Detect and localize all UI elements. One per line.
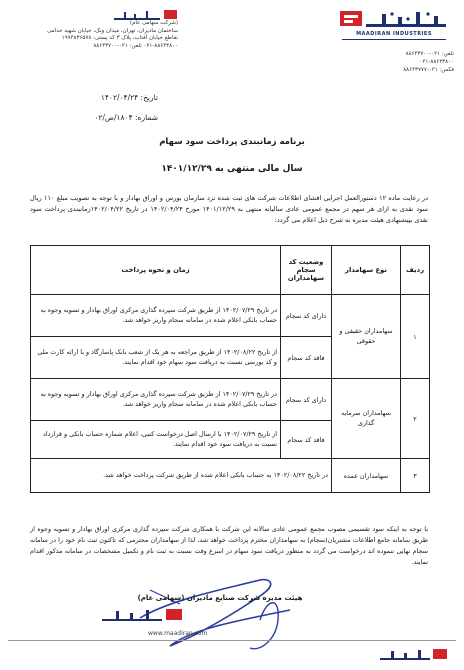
footer-website: www.maadiran.com [148, 630, 208, 637]
header-shareholder-type: نوع سهامدار [332, 246, 401, 295]
company-logo-right [338, 8, 450, 40]
payment-method: در تاریخ ۱۴۰۲/۰۷/۲۹ از طریق شرکت سپرده گذاری مرکزی اوراق بهادار و تسویه وجوه به حساب بانکی اعلام شده در سامانه سجام واریز خواهد شد. [31, 379, 281, 421]
payment-schedule-table [30, 245, 430, 493]
footer-divider [8, 640, 456, 641]
row-number: ۳ [401, 459, 430, 493]
brand-english-name: MAADIRAN INDUSTRIES [356, 31, 432, 37]
sejam-status: فاقد کد سجام [281, 337, 332, 379]
intro-paragraph: در رعایت ماده ۱۲ دستورالعمل اجرایی افشای اطلاعات شرکت های ثبت شده نزد سازمان بورس و اوراق بهادار و با توجه به تصویب مبلغ ۱۱۰ ریال سود نقدی به ازای هر سهم در مجمع عمومی عادی سالیانه منتهی به ۱۴۰۱/۱۲/۲۹ مورخ ۱۴۰۲/۰۴/۲۴ در تاریخ ۱۴۰۲/۰۴/۲۲زمانبندی پرداخت سود نقدی بپیشنهادی هیئت مدیره به شرح ذیل اعلام می گردد: [30, 194, 429, 224]
signature-caption: هیئت مدیره شرکت صنایع مادیران (سهامی عام) [137, 594, 303, 602]
shareholder-type: سهامداران حقیقی و حقوقی [332, 295, 401, 379]
contact-line: فکس: ۰۲۱-۸۸۶۴۳۷۷۷ [403, 67, 454, 73]
table-row [31, 295, 430, 337]
sejam-status: فاقد کد سجام [281, 421, 332, 459]
letter-meta [38, 88, 158, 128]
address-line: تقاطع خیابان آفتاب، پلاک ۳ کد پستی: ۱۹۹۴۸۳۶۵۷۸ [61, 35, 178, 41]
contact-block [328, 50, 454, 74]
payment-method: در تاریخ ۱۴۰۲/۰۸/۲۲ به حساب بانکی اعلام شده از طریق شرکت پرداخت خواهد شد. [31, 459, 332, 493]
shareholder-type: سهامداران سرمایه گذاری [332, 379, 401, 459]
shareholder-type: سهامداران عمده [332, 459, 401, 493]
document-subtitle: سال مالی منتهی به ۱۴۰۱/۱۲/۲۹ [161, 164, 303, 174]
footer-logo-icon [378, 648, 448, 662]
company-type: (شرکت سهامی عام) [129, 20, 178, 26]
document-title: برنامه زمانبندی پرداخت سود سهام [159, 137, 305, 147]
letter-number: شماره: ۱۸۰۴/ص/۰۲ [94, 113, 158, 122]
payment-method: از تاریخ ۱۴۰۲/۰۷/۲۹ با ارسال اصل درخواست کتبی، اعلام شماره حساب بانکی و قرارداد نسبت به دریافت سود خود اقدام نمایند. [31, 421, 281, 459]
stamp-logo-icon [100, 607, 184, 623]
table-row [31, 379, 430, 421]
payment-method: از تاریخ ۱۴۰۲/۰۸/۲۲ از طریق مراجعه به هر یک از شعب بانک پاسارگاد و با ارائه کارت ملی و کد بورسی نسبت به دریافت سود سهام خود اقدام نمایند. [31, 337, 281, 379]
payment-method: در تاریخ ۱۴۰۲/۰۷/۲۹ از طریق شرکت سپرده گذاری مرکزی اوراق بهادار و تسویه وجوه به حساب بانکی اعلام شده در سامانه سجام واریز خواهد شد. [31, 295, 281, 337]
address-line: ساختمان مادیران، تهران، میدان ونک، خیابان شهید خدامی [47, 27, 178, 34]
sejam-status: دارای کد سجام [281, 379, 332, 421]
logo-underline [342, 39, 446, 40]
address-line: ۰۲۱-۸۸۶۴۳۸۰۰ تلفن: ۰۲۱-۸۸۶۴۳۷۰۰ [93, 42, 178, 49]
header-sejam-status: وضعیت کد سجام سهامداران [281, 246, 332, 295]
letter-date: تاریخ: ۱۴۰۲/۰۴/۲۴ [100, 93, 158, 102]
row-number: ۱ [401, 295, 430, 379]
table-header-row [31, 246, 430, 295]
table-row [31, 459, 430, 493]
contact-line: ۰۲۱-۸۸۶۴۳۸۰۰ [419, 59, 454, 65]
sejam-status: دارای کد سجام [281, 295, 332, 337]
contact-line: تلفن: ۰۲۱-۸۸۶۴۳۷۰۰ [405, 51, 454, 57]
notes-paragraph: با توجه به اینکه سود تقسیمی مصوب مجمع عمومی عادی سالانه این شرکت با همکاری شرکت سپرده گذاری مرکزی اوراق بهادار و تسویه وجوه از طریق سامانه جامع اطلاعات مشتریان(سجام) به سهامداران محترم پرداخت خواهد شد، لذا از سهامداران محترمی که تاکنون ثبت نام خود را در سامانه سجام نهایی ننموده اند درخواست می گردد به منظور دریافت سود سهام در اسرع وقت نسبت به ثبت نام و تکمیل مشخصات در سامانه مذکور اقدام نمایند. [30, 525, 428, 566]
address-block [38, 20, 178, 50]
maadiran-logo-icon [338, 8, 450, 30]
header-row-number: ردیف [401, 246, 430, 295]
header-payment-method: زمان و نحوه پرداخت [31, 246, 281, 295]
row-number: ۲ [401, 379, 430, 459]
